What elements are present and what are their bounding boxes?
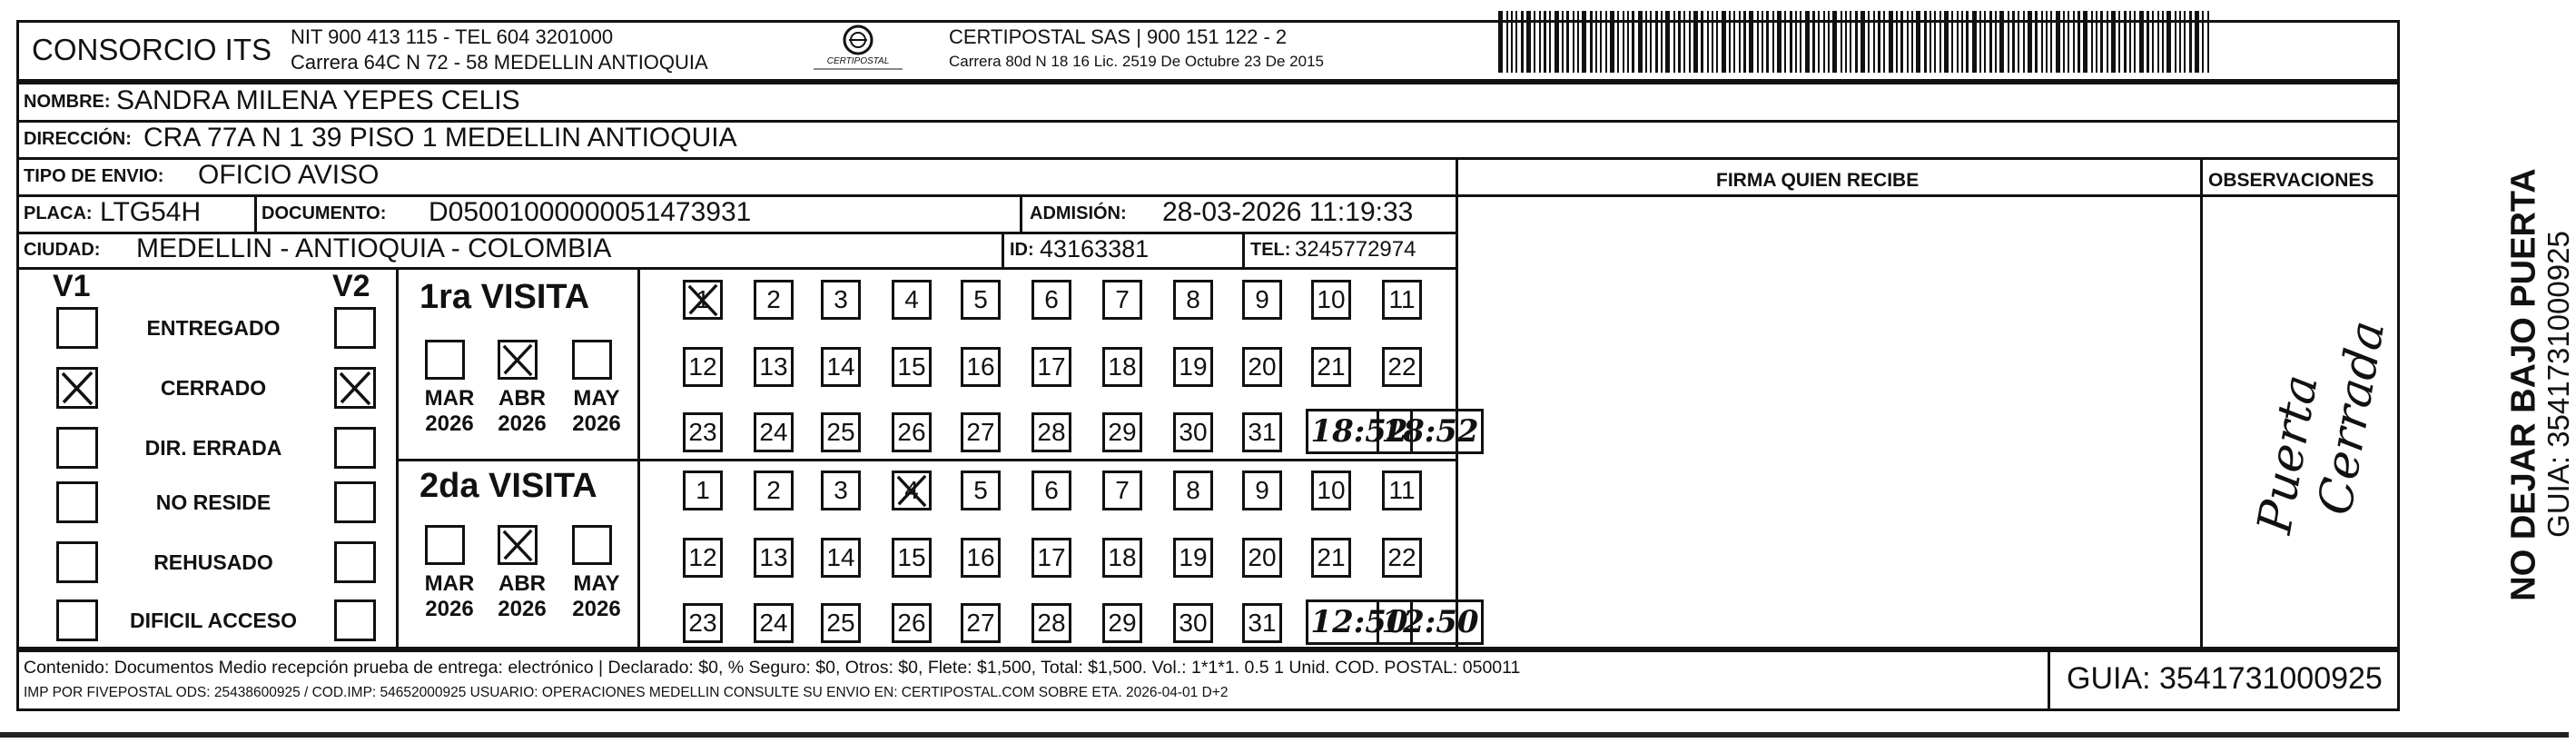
status-v2-checkbox[interactable] <box>334 481 376 523</box>
status-label: ENTREGADO <box>146 316 281 340</box>
status-v2-checkbox[interactable] <box>334 541 376 583</box>
direccion-label: DIRECCIÓN: <box>24 129 132 149</box>
day-box[interactable]: 23 <box>683 412 723 452</box>
logo-caption: CERTIPOSTAL <box>826 56 890 66</box>
day-box[interactable]: 21 <box>1311 347 1351 387</box>
day-box[interactable]: 31 <box>1242 412 1282 452</box>
observaciones-header: OBSERVACIONES <box>2208 170 2374 191</box>
col-divider <box>396 267 399 649</box>
month-label: MAR <box>424 571 475 596</box>
day-box[interactable]: 28 <box>1031 412 1071 452</box>
day-box[interactable]: 12 <box>683 538 723 578</box>
month-checkbox[interactable] <box>498 525 538 565</box>
status-v1-checkbox[interactable] <box>56 481 98 523</box>
month-checkbox[interactable] <box>572 525 612 565</box>
day-box[interactable]: 16 <box>961 347 1001 387</box>
id-value: 43163381 <box>1040 235 1150 263</box>
row-divider <box>396 459 1456 461</box>
side-guia: GUIA: 3541731000925 <box>2541 231 2575 538</box>
status-v1-checkbox[interactable] <box>56 307 98 349</box>
admision-value: 28-03-2026 11:19:33 <box>1162 197 1414 227</box>
day-box[interactable]: 29 <box>1102 412 1142 452</box>
day-box[interactable]: 6 <box>1031 280 1071 320</box>
day-box[interactable]: 14 <box>821 538 861 578</box>
day-box[interactable]: 9 <box>1242 471 1282 510</box>
visit2-title: 2da VISITA <box>419 467 597 505</box>
day-box[interactable]: 7 <box>1102 471 1142 510</box>
day-box[interactable]: 20 <box>1242 538 1282 578</box>
tel-value: 3245772974 <box>1295 237 1416 262</box>
day-box[interactable]: 26 <box>892 603 932 643</box>
observaciones-word: Cerrada <box>2307 316 2396 520</box>
day-box[interactable]: 19 <box>1173 538 1213 578</box>
row-divider <box>16 267 1456 270</box>
day-box[interactable]: 28 <box>1031 603 1071 643</box>
x-mark-icon <box>337 370 373 406</box>
day-box[interactable]: 18 <box>1102 347 1142 387</box>
visit-time-box: 12:50 <box>1306 599 1413 645</box>
col-divider <box>1020 194 1022 233</box>
status-v1-checkbox[interactable] <box>56 541 98 583</box>
placa-value: LTG54H <box>100 197 202 227</box>
day-box[interactable]: 2 <box>754 471 794 510</box>
company-address: Carrera 64C N 72 - 58 MEDELLIN ANTIOQUIA <box>291 51 708 74</box>
id-label: ID: <box>1010 240 1034 260</box>
x-mark-icon <box>500 342 535 377</box>
day-box[interactable]: 30 <box>1173 412 1213 452</box>
month-checkbox[interactable] <box>425 525 465 565</box>
day-box[interactable]: 17 <box>1031 347 1071 387</box>
day-box[interactable]: 5 <box>961 280 1001 320</box>
day-box[interactable]: 3 <box>821 280 861 320</box>
status-label: REHUSADO <box>153 550 273 574</box>
day-box[interactable]: 23 <box>683 603 723 643</box>
day-box[interactable]: 27 <box>961 603 1001 643</box>
day-box[interactable]: 8 <box>1173 471 1213 510</box>
x-mark-icon <box>59 370 95 406</box>
month-checkbox[interactable] <box>572 340 612 380</box>
day-box[interactable]: 11 <box>1382 471 1422 510</box>
nombre-value: SANDRA MILENA YEPES CELIS <box>116 85 520 115</box>
nombre-label: NOMBRE: <box>24 92 111 112</box>
certipostal-logo-icon <box>808 22 908 76</box>
v2-label: V2 <box>332 269 370 303</box>
no-dejar-bajo-puerta: NO DEJAR BAJO PUERTA <box>2504 168 2543 601</box>
day-box[interactable]: 26 <box>892 412 932 452</box>
footer-left <box>16 648 19 711</box>
ciudad-label: CIUDAD: <box>24 240 101 260</box>
day-box[interactable]: 2 <box>754 280 794 320</box>
footer-guia: GUIA: 3541731000925 <box>2067 661 2383 696</box>
status-v2-checkbox[interactable] <box>334 599 376 641</box>
day-box[interactable]: 15 <box>892 347 932 387</box>
footer-right <box>2397 648 2400 711</box>
barcode-icon <box>1498 11 2216 74</box>
col-divider <box>1456 157 1458 648</box>
col-divider <box>1002 232 1004 268</box>
visit-time-box: 18:52 <box>1306 409 1413 454</box>
day-box[interactable]: 7 <box>1102 280 1142 320</box>
day-box[interactable]: 30 <box>1173 603 1213 643</box>
day-box[interactable]: 16 <box>961 538 1001 578</box>
month-checkbox[interactable] <box>425 340 465 380</box>
ciudad-value: MEDELLIN - ANTIOQUIA - COLOMBIA <box>136 233 612 263</box>
status-label: DIR. ERRADA <box>144 436 282 460</box>
col-divider <box>2200 157 2203 648</box>
month-label: ABR <box>498 386 546 411</box>
month-year: 2026 <box>572 411 621 436</box>
footer-print-line: IMP POR FIVEPOSTAL ODS: 25438600925 / COD.IMP: 54652000925 USUARIO: OPERACIONES MEDELLIN CONSULTE SU ENVIO EN: CERTIPOSTAL.COM SOBRE ETA. 2026-04-01 D+2 <box>24 685 1229 700</box>
documento-value: D05001000000051473931 <box>429 197 752 227</box>
documento-label: DOCUMENTO: <box>262 203 387 223</box>
day-box[interactable]: 11 <box>1382 280 1422 320</box>
day-box[interactable]: 1 <box>683 471 723 510</box>
tipo-envio-label: TIPO DE ENVIO: <box>24 166 164 186</box>
day-box[interactable]: 31 <box>1242 603 1282 643</box>
day-box[interactable]: 19 <box>1173 347 1213 387</box>
day-box[interactable]: 22 <box>1382 347 1422 387</box>
day-box[interactable]: 21 <box>1311 538 1351 578</box>
status-label: DIFICIL ACCESO <box>129 609 297 632</box>
company-name: CONSORCIO ITS <box>32 33 272 66</box>
col-divider <box>2048 649 2050 710</box>
day-box[interactable]: 29 <box>1102 603 1142 643</box>
day-number: 1 <box>696 285 710 313</box>
day-box[interactable]: 13 <box>754 538 794 578</box>
status-v1-checkbox[interactable] <box>56 427 98 469</box>
day-box[interactable]: 13 <box>754 347 794 387</box>
day-box[interactable]: 10 <box>1311 280 1351 320</box>
day-box[interactable]: 25 <box>821 603 861 643</box>
col-divider <box>254 194 257 233</box>
day-box[interactable]: 9 <box>1242 280 1282 320</box>
v1-label: V1 <box>53 269 91 303</box>
footer-content-line: Contenido: Documentos Medio recepción prueba de entrega: electrónico | Declarado: $0, % Seguro: $0, Otros: $0, Flete: $1,500, Total: $1,500. Vol.: 1*1*1. 0.5 1 Unid. COD. POSTAL: 050011 <box>24 658 1521 678</box>
month-checkbox[interactable] <box>498 340 538 380</box>
day-box[interactable] <box>892 471 932 510</box>
day-box[interactable] <box>683 280 723 320</box>
firma-header: FIRMA QUIEN RECIBE <box>1716 170 1920 191</box>
status-v2-checkbox[interactable] <box>334 307 376 349</box>
status-label: CERRADO <box>160 376 267 400</box>
observaciones-word: Puerta <box>2247 371 2329 538</box>
carrier-name: CERTIPOSTAL SAS | 900 151 122 - 2 <box>949 25 1288 48</box>
day-box[interactable]: 27 <box>961 412 1001 452</box>
day-box[interactable]: 4 <box>892 280 932 320</box>
day-box[interactable]: 12 <box>683 347 723 387</box>
day-box[interactable]: 8 <box>1173 280 1213 320</box>
status-v2-checkbox[interactable] <box>334 427 376 469</box>
status-v1-checkbox[interactable] <box>56 599 98 641</box>
tipo-envio-value: OFICIO AVISO <box>198 160 380 190</box>
day-box[interactable]: 15 <box>892 538 932 578</box>
day-box[interactable]: 5 <box>961 471 1001 510</box>
day-number: 4 <box>904 476 919 504</box>
day-box[interactable]: 24 <box>754 412 794 452</box>
month-label: MAR <box>424 386 475 411</box>
col-divider <box>2397 157 2400 648</box>
page-edge <box>0 732 2569 738</box>
day-box[interactable]: 3 <box>821 471 861 510</box>
status-v2-checkbox[interactable] <box>334 367 376 409</box>
day-box[interactable]: 20 <box>1242 347 1282 387</box>
placa-label: PLACA: <box>24 203 93 223</box>
day-box[interactable]: 18 <box>1102 538 1142 578</box>
footer-bottom <box>16 708 2400 711</box>
month-year: 2026 <box>498 597 547 621</box>
day-box[interactable]: 6 <box>1031 471 1071 510</box>
company-nit: NIT 900 413 115 - TEL 604 3201000 <box>291 25 614 48</box>
status-v1-checkbox[interactable] <box>56 367 98 409</box>
month-year: 2026 <box>572 597 621 621</box>
month-year: 2026 <box>425 411 474 436</box>
month-year: 2026 <box>498 411 547 436</box>
month-year: 2026 <box>425 597 474 621</box>
day-box[interactable]: 25 <box>821 412 861 452</box>
observaciones-handwriting <box>2206 272 2396 636</box>
col-divider <box>1242 232 1245 268</box>
day-box[interactable]: 14 <box>821 347 861 387</box>
barcode <box>1498 11 2216 74</box>
x-mark-icon <box>500 528 535 562</box>
tel-label: TEL: <box>1250 240 1291 260</box>
x-mark-icon <box>894 473 929 508</box>
day-box[interactable]: 17 <box>1031 538 1071 578</box>
carrier-license: Carrera 80d N 18 16 Lic. 2519 De Octubre 23 De 2015 <box>949 53 1324 70</box>
row-divider <box>16 647 2400 649</box>
visit-time-box: 12:50 <box>1377 599 1484 645</box>
day-box[interactable]: 10 <box>1311 471 1351 510</box>
certipostal-logo <box>808 22 908 76</box>
month-label: MAY <box>573 571 620 596</box>
admision-label: ADMISIÓN: <box>1030 203 1127 223</box>
day-box[interactable]: 22 <box>1382 538 1422 578</box>
col-divider <box>637 267 640 649</box>
direccion-value: CRA 77A N 1 39 PISO 1 MEDELLIN ANTIOQUIA <box>143 123 737 153</box>
visit1-title: 1ra VISITA <box>419 278 590 316</box>
day-box[interactable]: 24 <box>754 603 794 643</box>
month-label: MAY <box>573 386 620 411</box>
visit-time-box: 18:52 <box>1377 409 1484 454</box>
month-label: ABR <box>498 571 546 596</box>
status-label: NO RESIDE <box>155 490 271 514</box>
x-mark-icon <box>686 282 720 317</box>
